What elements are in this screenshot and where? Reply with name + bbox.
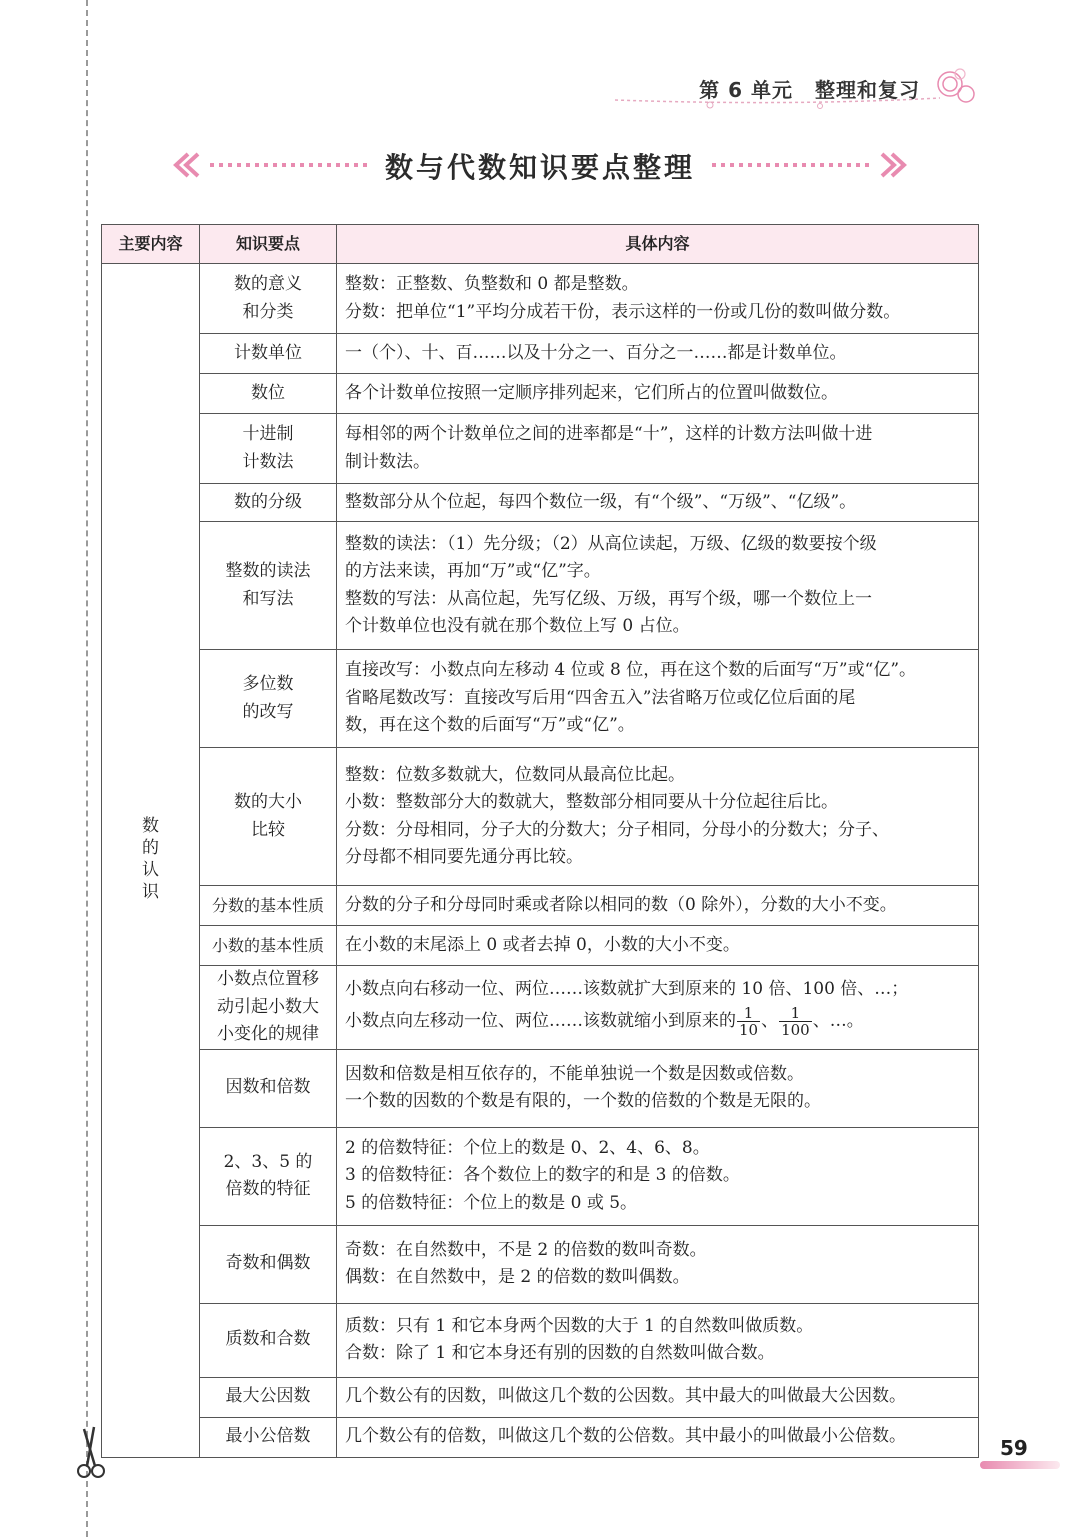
- knowledge-point-label: 小变化的规律: [217, 1024, 319, 1044]
- knowledge-point-label: 奇数和偶数: [225, 1253, 311, 1274]
- detail-line: [345, 1423, 970, 1451]
- detail-text: 3 的倍数特征：各个数位上的数字的和是 3 的倍数。: [345, 1165, 740, 1186]
- table-row: [102, 966, 979, 1050]
- detail-text: 省略尾数改写：直接改写后用“四舍五入”法省略万位或亿位后面的尾: [345, 687, 856, 708]
- detail-line: [345, 558, 970, 586]
- knowledge-point-cell: [200, 1417, 337, 1457]
- table-row: [102, 926, 979, 966]
- unit-label: 第 6 单元: [699, 78, 793, 102]
- knowledge-point-cell: [200, 650, 337, 748]
- detail-line: [345, 421, 970, 449]
- detail-line: [345, 1313, 970, 1341]
- detail-text: 小数点向左移动一位、两位……该数就缩小到原来的: [345, 1011, 736, 1031]
- detail-cell: [337, 264, 979, 334]
- knowledge-point-label: 数的分级: [234, 491, 302, 512]
- knowledge-point-cell: [200, 1303, 337, 1377]
- detail-text: 几个数公有的因数，叫做这几个数的公因数。其中最大的叫做最大公因数。: [345, 1386, 906, 1407]
- detail-text: 质数：只有 1 和它本身两个因数的大于 1 的自然数叫做质数。: [345, 1315, 814, 1336]
- detail-text: 直接改写：小数点向左移动 4 位或 8 位，再在这个数的后面写“万”或“亿”。: [345, 660, 917, 681]
- detail-text: 偶数：在自然数中，是 2 的倍数的数叫偶数。: [345, 1267, 690, 1287]
- detail-cell: [337, 1303, 979, 1377]
- detail-line: [345, 712, 970, 740]
- detail-text: 个计数单位也没有就在那个数位上写 0 占位。: [345, 616, 690, 636]
- detail-text: 各个计数单位按照一定顺序排列起来，它们所占的位置叫做数位。: [345, 382, 838, 403]
- detail-text: 在小数的末尾添上 0 或者去掉 0，小数的大小不变。: [345, 934, 740, 955]
- detail-text: 整数部分从个位起，每四个数位一级，有“个级”、“万级”、“亿级”。: [345, 491, 857, 512]
- detail-text: 整数的写法：从高位起，先写亿级、万级，再写个级，哪一个数位上一: [345, 588, 872, 609]
- detail-text: 整数的读法：（1）先分级；（2）从高位读起，万级、亿级的数要按个级: [345, 533, 877, 554]
- table-row: [102, 414, 979, 484]
- detail-text: 整数：正整数、负整数和 0 都是整数。: [345, 274, 639, 294]
- knowledge-point-label: 数位: [251, 382, 285, 403]
- detail-line: [345, 586, 970, 614]
- knowledge-point-label: 计数单位: [234, 342, 302, 363]
- knowledge-point-cell: [200, 334, 337, 374]
- detail-line: [345, 299, 970, 327]
- detail-text: 分数：分母相同，分子大的分数大；分子相同，分母小的分数大；分子、: [345, 819, 889, 840]
- main-topic-cell: [102, 264, 200, 1458]
- knowledge-point-label: 和写法: [242, 588, 294, 609]
- knowledge-point-label: 2、3、5 的: [223, 1151, 313, 1172]
- detail-line: [345, 531, 970, 559]
- main-topic-label: 数的认识: [142, 815, 159, 902]
- knowledge-point-label: 动引起小数大: [217, 996, 319, 1017]
- knowledge-point-cell: [200, 966, 337, 1050]
- detail-line: [345, 1061, 970, 1089]
- table-row: [102, 886, 979, 926]
- unit-title: 整理和复习: [815, 78, 920, 102]
- table-row: [102, 522, 979, 650]
- knowledge-point-cell: [200, 886, 337, 926]
- table-row: [102, 1417, 979, 1457]
- knowledge-point-label: 的改写: [242, 701, 294, 722]
- detail-text: 几个数公有的倍数，叫做这几个数的公倍数。其中最小的叫做最小公倍数。: [345, 1426, 906, 1447]
- knowledge-point-label: 分数的基本性质: [211, 895, 324, 915]
- page-title: 数与代数知识要点整理: [384, 151, 695, 184]
- detail-line: [345, 1340, 970, 1368]
- knowledge-point-label: 十进制: [242, 424, 294, 444]
- header-main-content: 主要内容: [102, 225, 200, 264]
- header-knowledge-point: 知识要点: [200, 225, 337, 264]
- knowledge-point-cell: [200, 484, 337, 522]
- cut-guide-line: [86, 0, 88, 1537]
- knowledge-point-cell: [200, 1127, 337, 1225]
- detail-line: [345, 1190, 970, 1218]
- detail-line: [345, 1162, 970, 1190]
- detail-cell: [337, 1049, 979, 1127]
- detail-cell: [337, 748, 979, 886]
- page-number-bar: [980, 1461, 1060, 1469]
- section-title-bar: [170, 140, 910, 190]
- detail-text: 小数点向右移动一位、两位……该数就扩大到原来的 10 倍、100 倍、…；: [345, 978, 909, 999]
- detail-cell: [337, 484, 979, 522]
- knowledge-point-label: 质数和合数: [225, 1329, 311, 1350]
- knowledge-point-label: 比较: [251, 819, 285, 840]
- fraction-tail: 、…。: [812, 1011, 864, 1031]
- knowledge-point-label: 整数的读法: [225, 561, 311, 581]
- detail-line: [345, 271, 970, 299]
- knowledge-point-label: 小数点位置移: [217, 969, 319, 989]
- fraction-numerator: 1: [779, 1005, 812, 1022]
- detail-line: [345, 380, 970, 408]
- detail-cell: [337, 1127, 979, 1225]
- fraction: [779, 1005, 812, 1038]
- table-header-row: [102, 225, 979, 264]
- detail-line: [345, 685, 970, 713]
- knowledge-point-label: 计数法: [242, 451, 294, 472]
- knowledge-point-cell: [200, 748, 337, 886]
- knowledge-point-cell: [200, 926, 337, 966]
- detail-cell: [337, 1225, 979, 1303]
- detail-cell: [337, 522, 979, 650]
- fraction-denominator: 100: [781, 1021, 810, 1039]
- knowledge-point-cell: [200, 374, 337, 414]
- detail-text: 数，再在这个数的后面写“万”或“亿”。: [345, 715, 635, 736]
- detail-text: 每相邻的两个计数单位之间的进率都是“十”，这样的计数方法叫做十进: [345, 424, 873, 444]
- detail-text: 分数：把单位“1”平均分成若干份，表示这样的一份或几份的数叫做分数。: [345, 301, 901, 322]
- fraction-separator: 、: [761, 1011, 779, 1031]
- detail-text: 因数和倍数是相互依存的，不能单独说一个数是因数或倍数。: [345, 1063, 804, 1084]
- detail-line: [345, 976, 970, 1004]
- knowledge-point-cell: [200, 414, 337, 484]
- detail-line: [345, 1237, 970, 1265]
- table-row: [102, 1049, 979, 1127]
- detail-line: [345, 449, 970, 477]
- knowledge-point-label: 最小公倍数: [225, 1426, 311, 1447]
- knowledge-point-label: 数的大小: [234, 792, 302, 812]
- detail-text: 制计数法。: [345, 451, 430, 472]
- detail-cell: [337, 1377, 979, 1417]
- detail-line: [345, 1003, 970, 1039]
- knowledge-point-cell: [200, 1049, 337, 1127]
- detail-line: [345, 1135, 970, 1163]
- detail-cell: [337, 334, 979, 374]
- detail-text: 分母都不相同要先通分再比较。: [345, 847, 583, 867]
- unit-header: [699, 74, 920, 103]
- table-row: [102, 374, 979, 414]
- table-row: [102, 334, 979, 374]
- detail-line: [345, 892, 970, 920]
- table-row: [102, 1377, 979, 1417]
- detail-line: [345, 1264, 970, 1292]
- knowledge-point-label: 因数和倍数: [225, 1077, 311, 1098]
- knowledge-point-cell: [200, 264, 337, 334]
- header-detail: 具体内容: [337, 225, 979, 264]
- detail-line: [345, 657, 970, 685]
- table-row: [102, 484, 979, 522]
- fraction: [737, 1005, 760, 1038]
- table-body: [102, 264, 979, 1458]
- table-row: [102, 1127, 979, 1225]
- detail-text: 分数的分子和分母同时乘或者除以相同的数（0 除外），分数的大小不变。: [345, 894, 897, 915]
- detail-text: 2 的倍数特征：个位上的数是 0、2、4、6、8。: [345, 1137, 710, 1158]
- detail-line: [345, 844, 970, 872]
- detail-line: [345, 817, 970, 845]
- knowledge-point-label: 倍数的特征: [225, 1179, 311, 1199]
- knowledge-point-cell: [200, 522, 337, 650]
- table-row: [102, 1303, 979, 1377]
- detail-line: [345, 1383, 970, 1411]
- detail-text: 奇数：在自然数中，不是 2 的倍数的数叫奇数。: [345, 1239, 707, 1260]
- detail-text: 的方法来读，再加“万”或“亿”字。: [345, 561, 601, 581]
- table-row: [102, 1225, 979, 1303]
- knowledge-point-label: 数的意义: [234, 274, 302, 294]
- page-number: 59: [1000, 1436, 1028, 1460]
- knowledge-point-cell: [200, 1225, 337, 1303]
- detail-text: 整数：位数多数就大，位数同从最高位比起。: [345, 764, 685, 785]
- detail-cell: [337, 926, 979, 966]
- detail-cell: [337, 414, 979, 484]
- detail-line: [345, 762, 970, 790]
- detail-line: [345, 613, 970, 641]
- detail-line: [345, 932, 970, 960]
- detail-cell: [337, 1417, 979, 1457]
- detail-text: 一个数的因数的个数是有限的，一个数的倍数的个数是无限的。: [345, 1091, 821, 1111]
- detail-cell: [337, 966, 979, 1050]
- detail-line: [345, 489, 970, 517]
- right-arrow-decoration-icon: [710, 150, 910, 180]
- fraction-numerator: 1: [737, 1005, 760, 1022]
- table-row: [102, 264, 979, 334]
- detail-text: 5 的倍数特征：个位上的数是 0 或 5。: [345, 1192, 638, 1213]
- detail-text: 合数：除了 1 和它本身还有别的因数的自然数叫做合数。: [345, 1343, 775, 1363]
- detail-text: 一（个）、十、百……以及十分之一、百分之一……都是计数单位。: [345, 342, 847, 363]
- table-row: [102, 650, 979, 748]
- fraction-denominator: 10: [739, 1021, 759, 1039]
- knowledge-point-label: 和分类: [242, 301, 294, 322]
- detail-line: [345, 340, 970, 368]
- table-row: [102, 748, 979, 886]
- knowledge-table: [101, 224, 979, 1458]
- knowledge-point-label: 多位数: [242, 674, 294, 694]
- knowledge-point-label: 小数的基本性质: [211, 935, 324, 955]
- knowledge-point-cell: [200, 1377, 337, 1417]
- detail-cell: [337, 374, 979, 414]
- detail-cell: [337, 650, 979, 748]
- detail-line: [345, 789, 970, 817]
- knowledge-point-label: 最大公因数: [225, 1386, 311, 1407]
- detail-text: 小数：整数部分大的数就大，整数部分相同要从十分位起往后比。: [345, 792, 838, 812]
- detail-line: [345, 1088, 970, 1116]
- detail-cell: [337, 886, 979, 926]
